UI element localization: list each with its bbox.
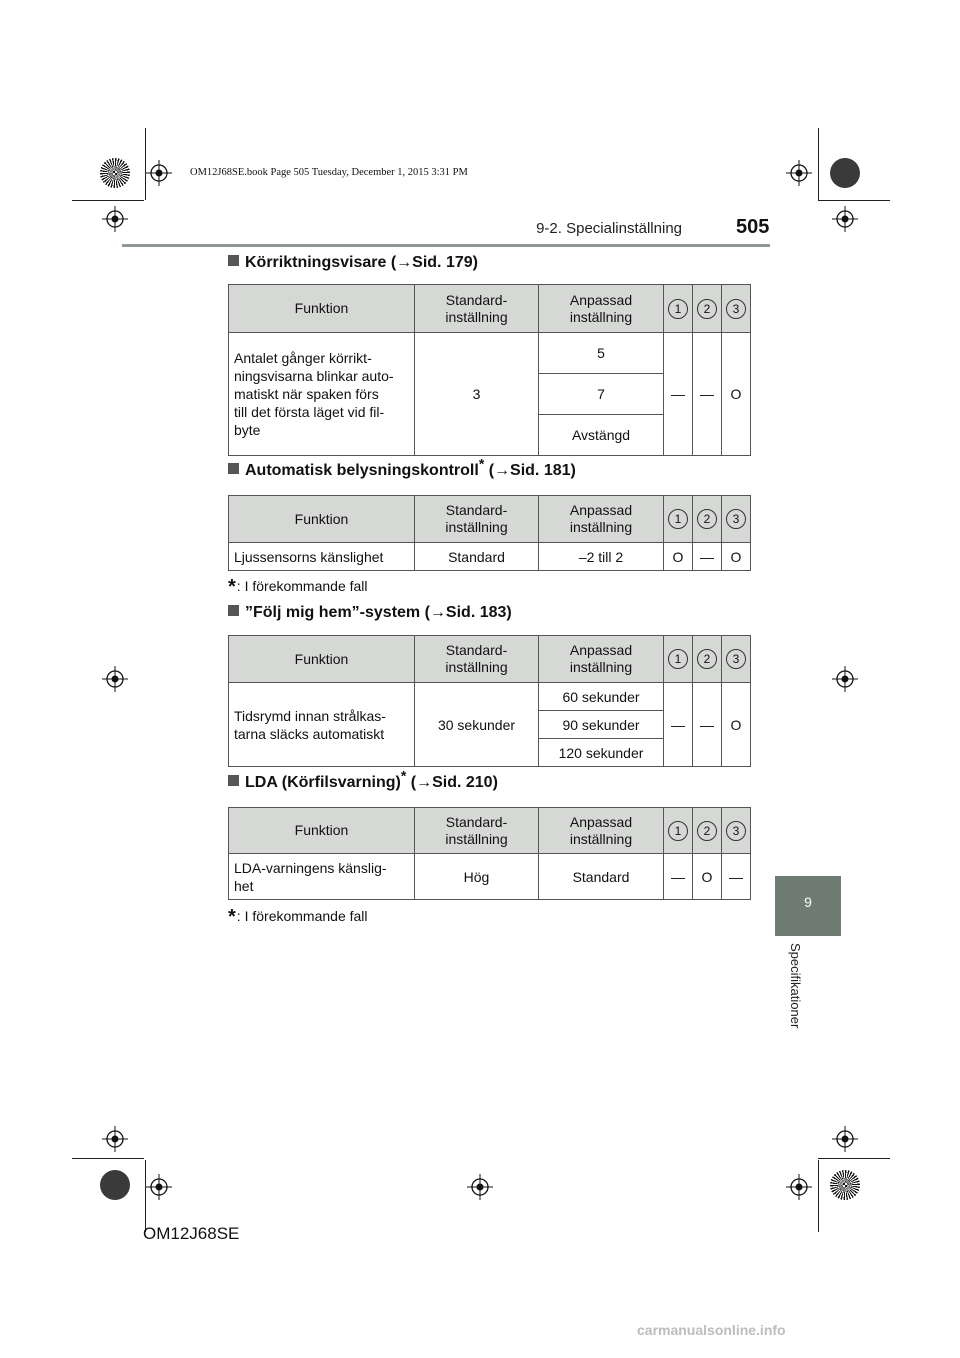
settings-table-lda <box>228 807 751 900</box>
col-1 <box>664 636 693 683</box>
crosshair-icon <box>832 666 858 692</box>
mark-2-cell: — <box>693 543 722 571</box>
default-cell: 3 <box>415 333 539 456</box>
mark-1-cell: — <box>664 854 693 900</box>
default-cell: Hög <box>415 854 539 900</box>
section-heading-auto-lights: Automatisk belysningskontroll* (→Sid. 181) <box>228 462 576 480</box>
col-default: Standard- inställning <box>415 496 539 543</box>
square-bullet-icon <box>228 255 239 266</box>
mark-1-cell: — <box>664 333 693 456</box>
function-cell: LDA-varningens känslig- het <box>229 854 415 900</box>
page-number: 505 <box>736 216 770 238</box>
custom-cell: –2 till 2 <box>539 543 664 571</box>
col-custom: Anpassad inställning <box>539 285 664 333</box>
mark-2-cell: — <box>693 333 722 456</box>
mark-3-cell: O <box>722 333 751 456</box>
mark-1-cell: O <box>664 543 693 571</box>
table-row <box>229 854 751 900</box>
heading-text: ”Följ mig hem”-system (→Sid. 183) <box>245 604 512 621</box>
custom-cell: 5 <box>539 333 664 374</box>
square-bullet-icon <box>228 775 239 786</box>
mark-2-cell: O <box>693 854 722 900</box>
col-function: Funktion <box>229 496 415 543</box>
function-cell: Antalet gånger körrikt- ningsvisarna blinkar auto- matiskt när spaken förs till det första läget vid fil- byte <box>229 333 415 456</box>
chapter-number: 9 <box>804 894 812 910</box>
table-row <box>229 683 751 711</box>
col-3 <box>722 496 751 543</box>
circled-1-icon: 1 <box>668 649 688 669</box>
custom-cell: 90 sekunder <box>539 711 664 739</box>
custom-cell: 7 <box>539 374 664 415</box>
circled-2-icon: 2 <box>697 509 717 529</box>
mark-3-cell: — <box>722 854 751 900</box>
col-function: Funktion <box>229 808 415 854</box>
circled-3-icon: 3 <box>726 821 746 841</box>
custom-cell: Avstängd <box>539 415 664 456</box>
custom-cell: Standard <box>539 854 664 900</box>
col-1 <box>664 808 693 854</box>
chapter-label <box>785 943 805 1053</box>
asterisk: * <box>400 767 407 784</box>
col-2 <box>693 636 722 683</box>
table-row <box>229 333 751 374</box>
col-2 <box>693 808 722 854</box>
mark-3-cell: O <box>722 683 751 767</box>
mark-1-cell: — <box>664 683 693 767</box>
circled-2-icon: 2 <box>697 821 717 841</box>
col-default: Standard- inställning <box>415 285 539 333</box>
crosshair-icon <box>786 1174 812 1200</box>
crosshair-icon <box>786 160 812 186</box>
custom-cell: 60 sekunder <box>539 683 664 711</box>
crosshair-icon <box>102 206 128 232</box>
settings-table-turn-signal <box>228 284 751 456</box>
header-rule <box>122 244 770 247</box>
crosshair-icon <box>102 666 128 692</box>
col-default: Standard- inställning <box>415 808 539 854</box>
col-3 <box>722 636 751 683</box>
crosshair-icon <box>832 206 858 232</box>
table-row <box>229 543 751 571</box>
chapter-label-text: Specifikationer <box>788 943 803 1029</box>
col-3 <box>722 808 751 854</box>
col-custom: Anpassad inställning <box>539 636 664 683</box>
circled-3-icon: 3 <box>726 299 746 319</box>
registration-burst-icon <box>100 1170 130 1200</box>
crosshair-icon <box>832 1126 858 1152</box>
crosshair-icon <box>102 1126 128 1152</box>
circled-3-icon: 3 <box>726 649 746 669</box>
col-default: Standard- inställning <box>415 636 539 683</box>
default-cell: Standard <box>415 543 539 571</box>
square-bullet-icon <box>228 605 239 616</box>
footnote: *: I förekommande fall <box>228 906 368 928</box>
col-1 <box>664 496 693 543</box>
chapter-tab <box>775 876 841 936</box>
square-bullet-icon <box>228 463 239 474</box>
heading-text: Körriktningsvisare (→Sid. 179) <box>245 254 478 271</box>
custom-cell: 120 sekunder <box>539 739 664 767</box>
circled-1-icon: 1 <box>668 299 688 319</box>
circled-2-icon: 2 <box>697 299 717 319</box>
watermark: carmanualsonline.info <box>637 1322 786 1338</box>
section-heading-lda: LDA (Körfilsvarning)* (→Sid. 210) <box>228 774 498 792</box>
circled-3-icon: 3 <box>726 509 746 529</box>
function-cell: Tidsrymd innan strålkas- tarna släcks automatiskt <box>229 683 415 767</box>
circled-1-icon: 1 <box>668 821 688 841</box>
section-title: 9-2. Specialinställning <box>536 220 682 237</box>
registration-burst-icon <box>100 158 130 188</box>
col-function: Funktion <box>229 285 415 333</box>
section-heading-turn-signal <box>228 254 478 272</box>
circled-2-icon: 2 <box>697 649 717 669</box>
footnote: *: I förekommande fall <box>228 576 368 598</box>
function-cell: Ljussensorns känslighet <box>229 543 415 571</box>
mark-3-cell: O <box>722 543 751 571</box>
crosshair-icon <box>146 160 172 186</box>
col-custom: Anpassad inställning <box>539 496 664 543</box>
manual-code: OM12J68SE <box>143 1224 240 1243</box>
settings-table-auto-lights <box>228 495 751 571</box>
asterisk: * <box>478 455 485 472</box>
col-1 <box>664 285 693 333</box>
col-3 <box>722 285 751 333</box>
crosshair-icon <box>146 1174 172 1200</box>
registration-burst-icon <box>830 1170 860 1200</box>
settings-table-follow-me-home <box>228 635 751 767</box>
col-2 <box>693 285 722 333</box>
registration-burst-icon <box>830 158 860 188</box>
col-2 <box>693 496 722 543</box>
mark-2-cell: — <box>693 683 722 767</box>
book-info: OM12J68SE.book Page 505 Tuesday, December 1, 2015 3:31 PM <box>190 167 468 178</box>
col-custom: Anpassad inställning <box>539 808 664 854</box>
default-cell: 30 sekunder <box>415 683 539 767</box>
circled-1-icon: 1 <box>668 509 688 529</box>
section-heading-follow-me-home <box>228 604 512 622</box>
col-function: Funktion <box>229 636 415 683</box>
crosshair-icon <box>467 1174 493 1200</box>
